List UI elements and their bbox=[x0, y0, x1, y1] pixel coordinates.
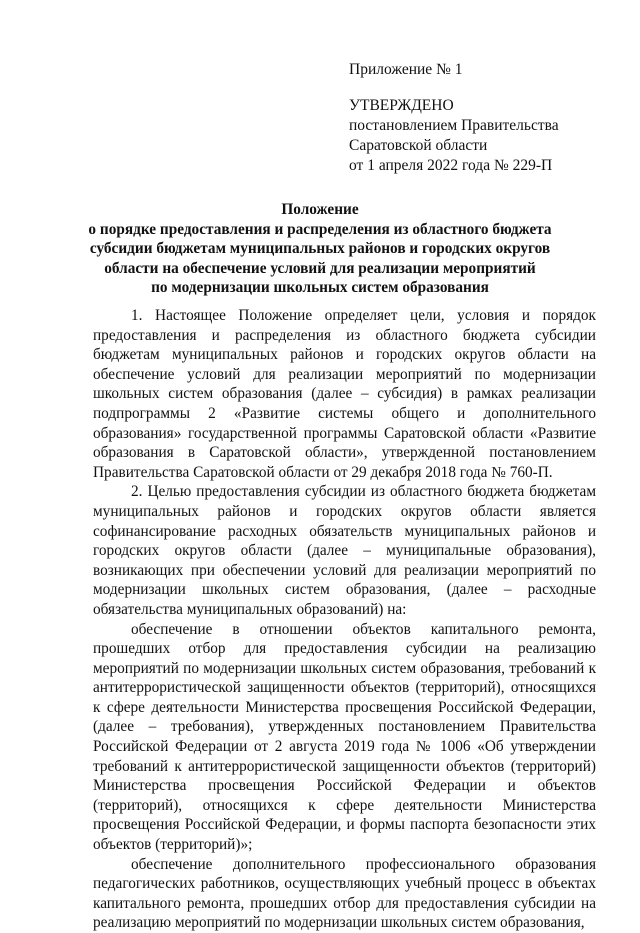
paragraph-3: обеспечение в отношении объектов капитального ремонта, прошедших отбор для предоставления субсидии на реализацию мероприятий по модернизации школьных систем образования, требований к антитеррористической защищенности объектов (территорий), относящихся к сфере деятельности Министерства просвещения Российской Федерации, (далее – требования), утвержденных постановлением Правительства Российской Федерации от 2 августа 2019 года № 1006 «Об утверждении требований к антитеррористической защищенности объектов (территорий) Министерства просвещения Российской Федерации и объектов (территорий), относящихся к сфере деятельности Министерства просвещения Российской Федерации, и формы паспорта безопасности этих объектов (территорий)»; bbox=[93, 620, 596, 854]
title-line-3: области на обеспечение условий для реализации мероприятий bbox=[104, 259, 536, 277]
paragraph-1: 1. Настоящее Положение определяет цели, условия и порядок предоставления и распределения из областного бюджета субсидии бюджетам муниципальных районов и городских округов области на обеспечение условий для реализации мероприятий по модернизации школьных систем образования (далее – субсидия) в рамках реализации подпрограммы 2 «Развитие системы общего и дополнительного образования» государственной программы Саратовской области «Развитие образования в Саратовской области», утвержденной постановлением Правительства Саратовской области от 29 декабря 2018 года № 760-П. bbox=[93, 307, 596, 481]
approved-label: УТВЕРЖДЕНО bbox=[349, 97, 454, 114]
title-line-1: о порядке предоставления и распределения из областного бюджета bbox=[88, 220, 552, 238]
document-body bbox=[93, 306, 596, 933]
approval-line-1: постановлением Правительства bbox=[349, 117, 559, 134]
document-title bbox=[60, 200, 580, 298]
title-heading: Положение bbox=[281, 201, 359, 218]
title-line-2: субсидии бюджетам муниципальных районов и городских округов bbox=[89, 240, 551, 258]
appendix-label: Приложение № 1 bbox=[349, 61, 463, 78]
approval-line-3: от 1 апреля 2022 года № 229-П bbox=[349, 157, 553, 174]
approval-line-2: Саратовской области bbox=[349, 137, 488, 154]
approval-block bbox=[349, 60, 559, 176]
paragraph-4: обеспечение дополнительного профессионального образования педагогических работников, осуществляющих учебный процесс в объектах капитального ремонта, прошедших отбор для предоставления субсидии на реализацию мероприятий по модернизации школьных систем образования, bbox=[93, 855, 596, 932]
title-line-4: по модернизации школьных систем образования bbox=[151, 279, 489, 297]
paragraph-2: 2. Целью предоставления субсидии из областного бюджета бюджетам муниципальных районов и городских округов области является софинансирование расходных обязательств муниципальных районов и городских округов области (далее – муниципальные образования), возникающих при обеспечении условий для реализации мероприятий по модернизации школьных систем образования, (далее – расходные обязательства муниципальных образований) на: bbox=[93, 483, 596, 618]
